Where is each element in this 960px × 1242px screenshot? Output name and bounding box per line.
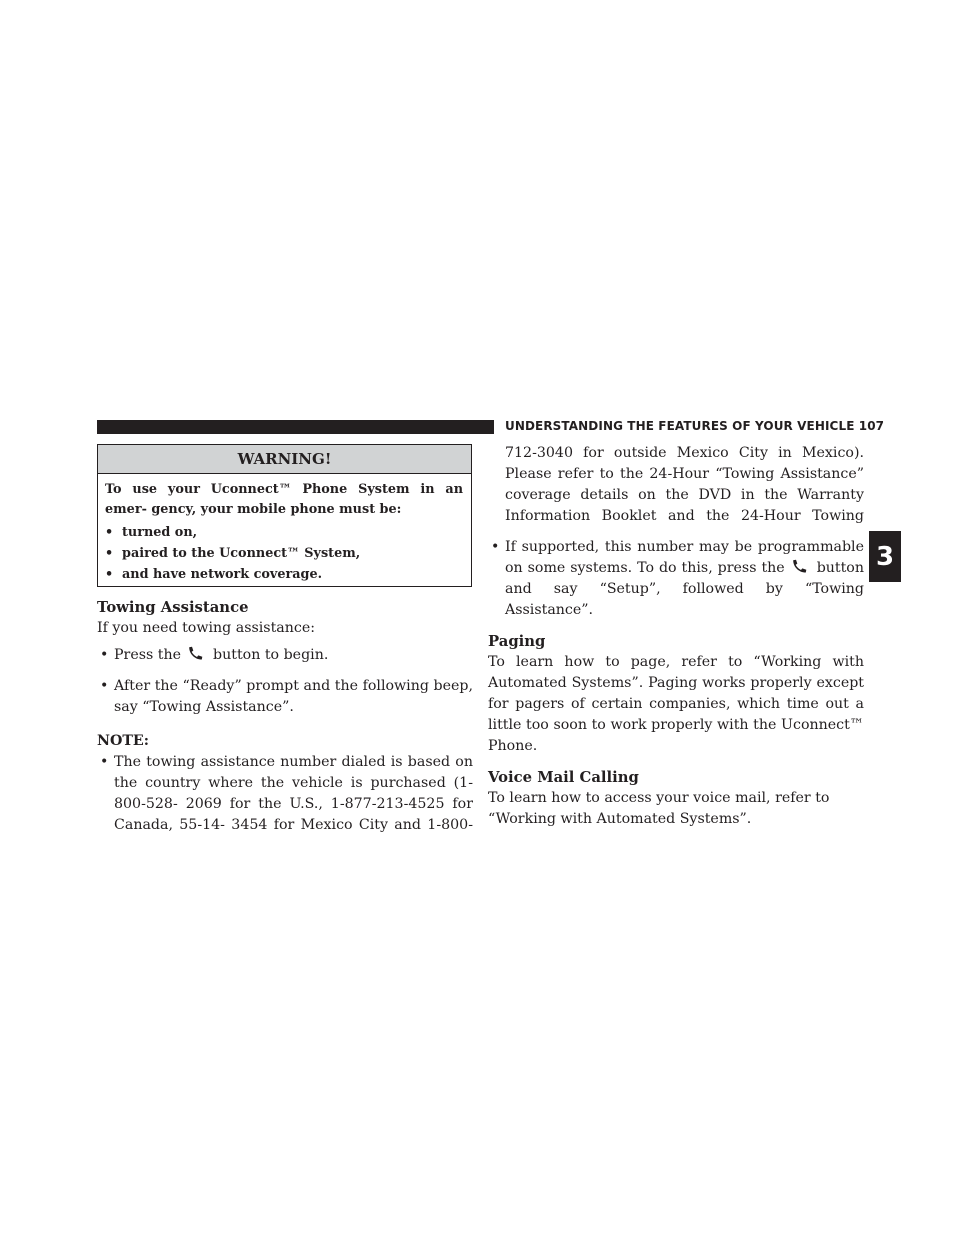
warning-list — [105, 522, 463, 585]
chapter-tab: 3 — [869, 531, 901, 582]
right-column — [488, 443, 864, 830]
bullet-icon: • — [491, 539, 500, 555]
towing-heading: Towing Assistance — [97, 599, 249, 616]
list-item: • After the “Ready” prompt and the following beep, say “Towing Assistance”. — [100, 678, 473, 715]
list-item: • The towing assistance number dialed is based on the country where the vehicle is purchased (1-800-528- 2069 for the U.S., 1-877-213-4525 for Canada, 55-14- 3454 for Mexico City and 1-800- — [100, 754, 473, 833]
list-item — [488, 443, 864, 527]
warning-item: • and have network coverage. — [105, 564, 463, 585]
list-item: • If supported, this number may be programmable on some systems. To do this, press the button and say “Setup”, followed by “Towing Assistance”. — [491, 539, 864, 618]
warning-intro: To use your Uconnect™ Phone System in an emer- gency, your mobile phone must be: — [105, 482, 463, 517]
phone-handset-icon — [791, 559, 809, 573]
warning-body — [98, 474, 471, 585]
header-rule — [97, 420, 494, 434]
towing-intro: If you need towing assistance: — [97, 620, 316, 636]
paging-heading: Paging — [488, 633, 546, 650]
towing-steps — [97, 645, 473, 718]
bullet-icon: • — [100, 678, 109, 694]
bullet-icon: • — [105, 567, 114, 582]
warning-title: WARNING! — [98, 445, 471, 474]
page-header-title: UNDERSTANDING THE FEATURES OF YOUR VEHICLE 107 — [505, 419, 885, 433]
note-continuation: 712-3040 for outside Mexico City in Mexico). Please refer to the 24-Hour “Towing Assistance” coverage details on the DVD in the Warranty Information Booklet and the 24-Hour Towing — [505, 445, 864, 524]
bullet-icon: • — [105, 525, 114, 540]
warning-item: • paired to the Uconnect™ System, — [105, 543, 463, 564]
phone-handset-icon — [187, 646, 205, 660]
voicemail-text: To learn how to access your voice mail, refer to “Working with Automated Systems”. — [488, 790, 830, 827]
warning-item: • turned on, — [105, 522, 463, 543]
bullet-icon: • — [100, 647, 109, 663]
bullet-icon: • — [100, 754, 109, 770]
bullet-icon: • — [105, 546, 114, 561]
paging-text: To learn how to page, refer to “Working with Automated Systems”. Paging works properly except for pagers of certain companies, which time out a little too soon to work properly with the Uconnect™ Phone. — [488, 654, 864, 754]
note-list-continued — [488, 443, 864, 621]
list-item: • Press the button to begin. — [97, 645, 473, 666]
warning-box — [97, 444, 472, 587]
voicemail-heading: Voice Mail Calling — [488, 769, 639, 786]
left-column — [97, 597, 473, 836]
note-list — [97, 752, 473, 836]
note-label: NOTE: — [97, 733, 149, 749]
